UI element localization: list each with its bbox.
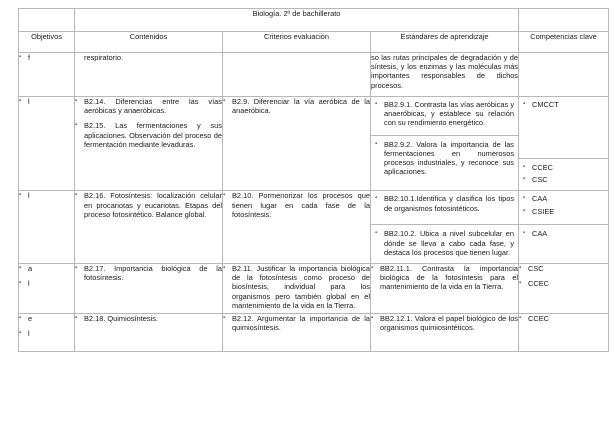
objetivos-cell [19,53,75,97]
estandares-cell [371,53,519,97]
title-spacer-cell-right [519,9,609,32]
competencias-cell [519,191,609,264]
table-row [19,264,609,314]
criterio-item: ▪ B2.11. Justificar la importancia biológica de la fotosíntesis como proceso de biosíntesis, individual para los organismos pero también global en el mantenimiento de la vida en la Tierra. [223,264,370,310]
competencias-cell [519,314,609,352]
contenidos-cell [75,191,223,264]
criterios-cell [223,97,371,191]
competencia-item: ▪ CAA [523,194,604,203]
contenidos-cell [75,264,223,314]
estandar-item: ▪ BB2.9.2. Valora la importancia de las fermentaciones en numerosos procesos industriales, y reconoce sus aplicaciones. [375,140,514,177]
competencia-item: ▪ CSC [523,175,604,184]
title-spacer-cell [19,9,75,32]
estandar-item: ▪ BB2.9.1. Contrasta las vías aeróbicas y anaeróbicas, y establece su relación con su rendimiento energético. [375,100,514,128]
criterios-cell [223,191,371,264]
competencia-item: ▪ CMCCT [523,100,604,109]
header-competencias: Competencias clave [519,32,609,53]
competencia-item: ▪ CSC [519,264,608,273]
objetivo-item: ▪ f [19,53,74,62]
objetivo-item: ▪ l [19,279,74,288]
contenido-item: ▪ B2.15. Las fermentaciones y sus aplicaciones. Observación del proceso de fermentación mediante levaduras. [75,121,222,149]
header-estandares: Estándares de aprendizaje [371,32,519,53]
header-criterios: Criterios evaluación [223,32,371,53]
contenidos-cell [75,53,223,97]
estandar-item: ▪ BB2.10.2. Ubica a nivel subcelular en dónde se lleva a cabo cada fase, y destaca los procesos que tienen lugar. [375,229,514,257]
competencia-item: ▪ CSIEE [523,207,604,216]
estandares-cell [371,191,519,264]
estandar-item: ▪ BB2.11.1. Contrasta la importancia biológica de la fotosíntesis para el mantenimiento de la vida en la Tierra. [371,264,518,292]
objetivo-item: ▪ l [19,329,74,338]
criterio-item: ▪ B2.12. Argumentar la importancia de la quimiosíntesis. [223,314,370,332]
table-title: Biología. 2º de bachillerato [75,9,519,32]
competencias-cell [519,264,609,314]
objetivos-cell [19,314,75,352]
table-row [19,97,609,191]
table-row [19,314,609,352]
competencia-item: ▪ CAA [523,229,604,238]
criterio-item: ▪ B2.9. Diferenciar la vía aeróbica de la anaeróbica. [223,97,370,115]
criterios-cell [223,53,371,97]
estandares-cell [371,314,519,352]
contenidos-cell [75,314,223,352]
contenidos-cell [75,97,223,191]
estandares-cell [371,97,519,191]
objetivo-item: ▪ l [19,191,74,200]
objetivos-cell [19,191,75,264]
criterios-cell [223,264,371,314]
objetivo-item: ▪ l [19,97,74,106]
contenido-item: ▪ B2.18. Quimiosíntesis. [75,314,222,323]
criterio-item: ▪ B2.10. Pormenorizar los procesos que tienen lugar en cada fase de la fotosíntesis. [223,191,370,219]
contenido-item: ▪ B2.16. Fotosíntesis: localización celular en procariotas y eucariotas. Etapas del proceso fotosintético. Balance global. [75,191,222,219]
objetivo-item: ▪ a [19,264,74,273]
objetivos-cell [19,264,75,314]
criterios-cell [223,314,371,352]
estandar-item: ▪ BB2.12.1. Valora el papel biológico de los organismos quimiosintéticos. [371,314,518,332]
estandar-item: so las rutas principales de degradación y de síntesis, y los enzimas y las moléculas más importantes responsables de dichos procesos. [371,53,519,90]
competencia-item: ▪ CCEC [519,314,608,323]
objetivos-cell [19,97,75,191]
contenido-item: ▪ B2.14. Diferencias entre las vías aeróbicas y anaeróbicas. [75,97,222,115]
competencia-item: ▪ CCEC [519,279,608,288]
competencias-cell [519,97,609,191]
header-contenidos: Contenidos [75,32,223,53]
table-row [19,53,609,97]
table-row [19,191,609,264]
header-objetivos: Objetivos [19,32,75,53]
estandares-cell [371,264,519,314]
competencia-item: ▪ CCEC [523,163,604,172]
estandar-item: ▪ BB2.10.1.Identifica y clasifica los tipos de organismos fotosintéticos. [375,194,514,212]
curriculum-table [18,8,609,352]
competencias-cell [519,53,609,97]
contenido-item: respiratorio. [84,53,124,62]
contenido-item: ▪ B2.17. Importancia biológica de la fotosíntesis. [75,264,222,282]
objetivo-item: ▪ e [19,314,74,323]
